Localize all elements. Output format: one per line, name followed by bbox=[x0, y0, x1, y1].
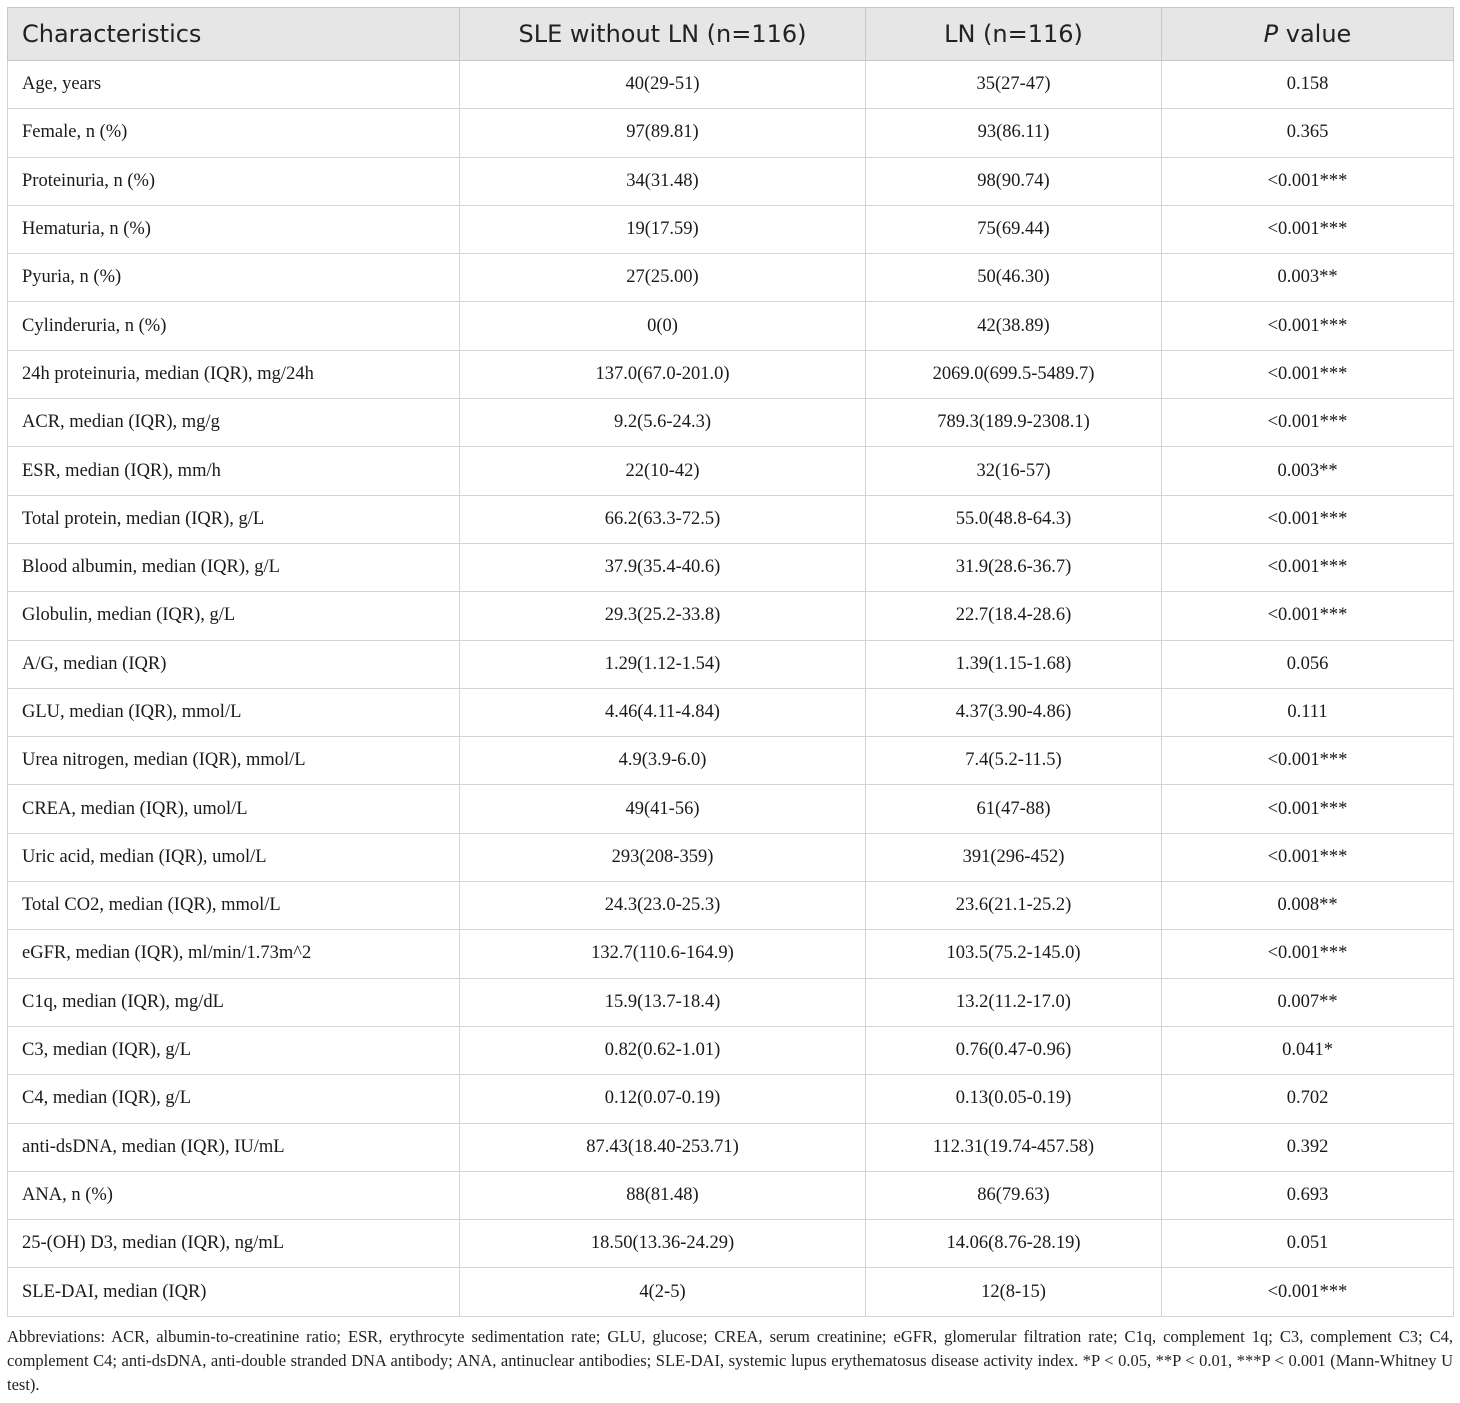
cell-sle-without-ln: 27(25.00) bbox=[460, 254, 866, 302]
table-row bbox=[8, 350, 1454, 398]
cell-ln: 7.4(5.2-11.5) bbox=[866, 737, 1162, 785]
cell-sle-without-ln: 22(10-42) bbox=[460, 447, 866, 495]
cell-ln: 98(90.74) bbox=[866, 157, 1162, 205]
cell-characteristic: Blood albumin, median (IQR), g/L bbox=[8, 543, 460, 591]
cell-ln: 50(46.30) bbox=[866, 254, 1162, 302]
cell-sle-without-ln: 19(17.59) bbox=[460, 205, 866, 253]
cell-sle-without-ln: 66.2(63.3-72.5) bbox=[460, 495, 866, 543]
cell-sle-without-ln: 40(29-51) bbox=[460, 61, 866, 109]
cell-characteristic: CREA, median (IQR), umol/L bbox=[8, 785, 460, 833]
cell-ln: 35(27-47) bbox=[866, 61, 1162, 109]
cell-ln: 14.06(8.76-28.19) bbox=[866, 1220, 1162, 1268]
header-p-italic: P bbox=[1263, 20, 1279, 48]
table-row bbox=[8, 205, 1454, 253]
characteristics-table bbox=[7, 7, 1454, 1317]
header-row bbox=[8, 8, 1454, 61]
cell-p-value: 0.041* bbox=[1162, 1026, 1454, 1074]
cell-ln: 32(16-57) bbox=[866, 447, 1162, 495]
cell-sle-without-ln: 0.12(0.07-0.19) bbox=[460, 1075, 866, 1123]
cell-ln: 0.13(0.05-0.19) bbox=[866, 1075, 1162, 1123]
cell-characteristic: Urea nitrogen, median (IQR), mmol/L bbox=[8, 737, 460, 785]
cell-p-value: 0.693 bbox=[1162, 1171, 1454, 1219]
cell-sle-without-ln: 0.82(0.62-1.01) bbox=[460, 1026, 866, 1074]
cell-p-value: 0.702 bbox=[1162, 1075, 1454, 1123]
table-row bbox=[8, 1026, 1454, 1074]
cell-sle-without-ln: 9.2(5.6-24.3) bbox=[460, 399, 866, 447]
cell-characteristic: 25-(OH) D3, median (IQR), ng/mL bbox=[8, 1220, 460, 1268]
cell-p-value: <0.001*** bbox=[1162, 785, 1454, 833]
table-row bbox=[8, 1123, 1454, 1171]
table-row bbox=[8, 1075, 1454, 1123]
cell-ln: 112.31(19.74-457.58) bbox=[866, 1123, 1162, 1171]
cell-ln: 31.9(28.6-36.7) bbox=[866, 543, 1162, 591]
cell-characteristic: ANA, n (%) bbox=[8, 1171, 460, 1219]
cell-ln: 2069.0(699.5-5489.7) bbox=[866, 350, 1162, 398]
abbreviations-footnote: Abbreviations: ACR, albumin-to-creatinine ratio; ESR, erythrocyte sedimentation rate; GLU, glucose; CREA, serum creatinine; eGFR, glomerular filtration rate; C1q, complement 1q; C3, complement C3; C4, complement C4; anti-dsDNA, anti-double stranded DNA antibody; ANA, antinuclear antibodies; SLE-DAI, systemic lupus erythematosus disease activity index. *P < 0.05, **P < 0.01, ***P < 0.001 (Mann-Whitney U test). bbox=[7, 1326, 1453, 1394]
cell-characteristic: Uric acid, median (IQR), umol/L bbox=[8, 833, 460, 881]
cell-characteristic: eGFR, median (IQR), ml/min/1.73m^2 bbox=[8, 930, 460, 978]
cell-ln: 1.39(1.15-1.68) bbox=[866, 640, 1162, 688]
cell-sle-without-ln: 87.43(18.40-253.71) bbox=[460, 1123, 866, 1171]
table-row bbox=[8, 61, 1454, 109]
cell-characteristic: A/G, median (IQR) bbox=[8, 640, 460, 688]
cell-sle-without-ln: 293(208-359) bbox=[460, 833, 866, 881]
table-row bbox=[8, 495, 1454, 543]
cell-ln: 789.3(189.9-2308.1) bbox=[866, 399, 1162, 447]
cell-p-value: 0.365 bbox=[1162, 109, 1454, 157]
cell-p-value: <0.001*** bbox=[1162, 495, 1454, 543]
cell-p-value: <0.001*** bbox=[1162, 543, 1454, 591]
table-row bbox=[8, 592, 1454, 640]
cell-ln: 23.6(21.1-25.2) bbox=[866, 882, 1162, 930]
table-row bbox=[8, 737, 1454, 785]
cell-sle-without-ln: 4.9(3.9-6.0) bbox=[460, 737, 866, 785]
table-row bbox=[8, 399, 1454, 447]
cell-ln: 93(86.11) bbox=[866, 109, 1162, 157]
cell-sle-without-ln: 97(89.81) bbox=[460, 109, 866, 157]
header-ln: LN (n=116) bbox=[866, 8, 1162, 61]
cell-ln: 61(47-88) bbox=[866, 785, 1162, 833]
cell-sle-without-ln: 1.29(1.12-1.54) bbox=[460, 640, 866, 688]
cell-p-value: 0.007** bbox=[1162, 978, 1454, 1026]
cell-p-value: <0.001*** bbox=[1162, 399, 1454, 447]
header-p-value bbox=[1162, 8, 1454, 61]
cell-p-value: <0.001*** bbox=[1162, 350, 1454, 398]
cell-ln: 86(79.63) bbox=[866, 1171, 1162, 1219]
table-row bbox=[8, 785, 1454, 833]
cell-ln: 103.5(75.2-145.0) bbox=[866, 930, 1162, 978]
table-body bbox=[8, 61, 1454, 1317]
cell-p-value: <0.001*** bbox=[1162, 1268, 1454, 1316]
cell-ln: 12(8-15) bbox=[866, 1268, 1162, 1316]
cell-p-value: 0.008** bbox=[1162, 882, 1454, 930]
cell-characteristic: GLU, median (IQR), mmol/L bbox=[8, 688, 460, 736]
cell-ln: 0.76(0.47-0.96) bbox=[866, 1026, 1162, 1074]
table-row bbox=[8, 640, 1454, 688]
table-row bbox=[8, 930, 1454, 978]
cell-characteristic: Globulin, median (IQR), g/L bbox=[8, 592, 460, 640]
cell-p-value: <0.001*** bbox=[1162, 592, 1454, 640]
table-row bbox=[8, 1220, 1454, 1268]
cell-characteristic: Total CO2, median (IQR), mmol/L bbox=[8, 882, 460, 930]
cell-characteristic: Age, years bbox=[8, 61, 460, 109]
cell-p-value: <0.001*** bbox=[1162, 737, 1454, 785]
cell-characteristic: ACR, median (IQR), mg/g bbox=[8, 399, 460, 447]
cell-characteristic: SLE-DAI, median (IQR) bbox=[8, 1268, 460, 1316]
cell-p-value: 0.003** bbox=[1162, 254, 1454, 302]
cell-characteristic: Hematuria, n (%) bbox=[8, 205, 460, 253]
cell-p-value: <0.001*** bbox=[1162, 157, 1454, 205]
cell-p-value: 0.056 bbox=[1162, 640, 1454, 688]
cell-p-value: <0.001*** bbox=[1162, 302, 1454, 350]
cell-p-value: <0.001*** bbox=[1162, 205, 1454, 253]
cell-sle-without-ln: 132.7(110.6-164.9) bbox=[460, 930, 866, 978]
cell-sle-without-ln: 4(2-5) bbox=[460, 1268, 866, 1316]
header-characteristics: Characteristics bbox=[8, 8, 460, 61]
table-row bbox=[8, 447, 1454, 495]
cell-sle-without-ln: 137.0(67.0-201.0) bbox=[460, 350, 866, 398]
cell-characteristic: Pyuria, n (%) bbox=[8, 254, 460, 302]
table-header bbox=[8, 8, 1454, 61]
header-p-rest: value bbox=[1278, 20, 1352, 48]
cell-characteristic: C4, median (IQR), g/L bbox=[8, 1075, 460, 1123]
cell-sle-without-ln: 24.3(23.0-25.3) bbox=[460, 882, 866, 930]
cell-ln: 391(296-452) bbox=[866, 833, 1162, 881]
cell-characteristic: C1q, median (IQR), mg/dL bbox=[8, 978, 460, 1026]
table-row bbox=[8, 1171, 1454, 1219]
cell-sle-without-ln: 0(0) bbox=[460, 302, 866, 350]
cell-characteristic: Cylinderuria, n (%) bbox=[8, 302, 460, 350]
table-row bbox=[8, 302, 1454, 350]
cell-ln: 55.0(48.8-64.3) bbox=[866, 495, 1162, 543]
cell-p-value: 0.392 bbox=[1162, 1123, 1454, 1171]
cell-sle-without-ln: 18.50(13.36-24.29) bbox=[460, 1220, 866, 1268]
cell-p-value: <0.001*** bbox=[1162, 833, 1454, 881]
cell-characteristic: 24h proteinuria, median (IQR), mg/24h bbox=[8, 350, 460, 398]
cell-ln: 42(38.89) bbox=[866, 302, 1162, 350]
cell-ln: 22.7(18.4-28.6) bbox=[866, 592, 1162, 640]
cell-characteristic: anti-dsDNA, median (IQR), IU/mL bbox=[8, 1123, 460, 1171]
cell-ln: 4.37(3.90-4.86) bbox=[866, 688, 1162, 736]
cell-sle-without-ln: 29.3(25.2-33.8) bbox=[460, 592, 866, 640]
table-row bbox=[8, 978, 1454, 1026]
table-row bbox=[8, 543, 1454, 591]
table-row bbox=[8, 1268, 1454, 1316]
cell-p-value: 0.003** bbox=[1162, 447, 1454, 495]
cell-characteristic: C3, median (IQR), g/L bbox=[8, 1026, 460, 1074]
cell-ln: 75(69.44) bbox=[866, 205, 1162, 253]
cell-sle-without-ln: 49(41-56) bbox=[460, 785, 866, 833]
cell-p-value: 0.051 bbox=[1162, 1220, 1454, 1268]
cell-sle-without-ln: 34(31.48) bbox=[460, 157, 866, 205]
table-row bbox=[8, 882, 1454, 930]
table-row bbox=[8, 157, 1454, 205]
cell-sle-without-ln: 37.9(35.4-40.6) bbox=[460, 543, 866, 591]
cell-ln: 13.2(11.2-17.0) bbox=[866, 978, 1162, 1026]
table-row bbox=[8, 833, 1454, 881]
cell-p-value: 0.111 bbox=[1162, 688, 1454, 736]
cell-sle-without-ln: 15.9(13.7-18.4) bbox=[460, 978, 866, 1026]
cell-characteristic: ESR, median (IQR), mm/h bbox=[8, 447, 460, 495]
cell-sle-without-ln: 88(81.48) bbox=[460, 1171, 866, 1219]
cell-characteristic: Female, n (%) bbox=[8, 109, 460, 157]
cell-p-value: 0.158 bbox=[1162, 61, 1454, 109]
cell-p-value: <0.001*** bbox=[1162, 930, 1454, 978]
table-row bbox=[8, 688, 1454, 736]
table-row bbox=[8, 109, 1454, 157]
cell-sle-without-ln: 4.46(4.11-4.84) bbox=[460, 688, 866, 736]
cell-characteristic: Proteinuria, n (%) bbox=[8, 157, 460, 205]
cell-characteristic: Total protein, median (IQR), g/L bbox=[8, 495, 460, 543]
table-container bbox=[7, 7, 1453, 1396]
header-sle-without-ln: SLE without LN (n=116) bbox=[460, 8, 866, 61]
table-row bbox=[8, 254, 1454, 302]
